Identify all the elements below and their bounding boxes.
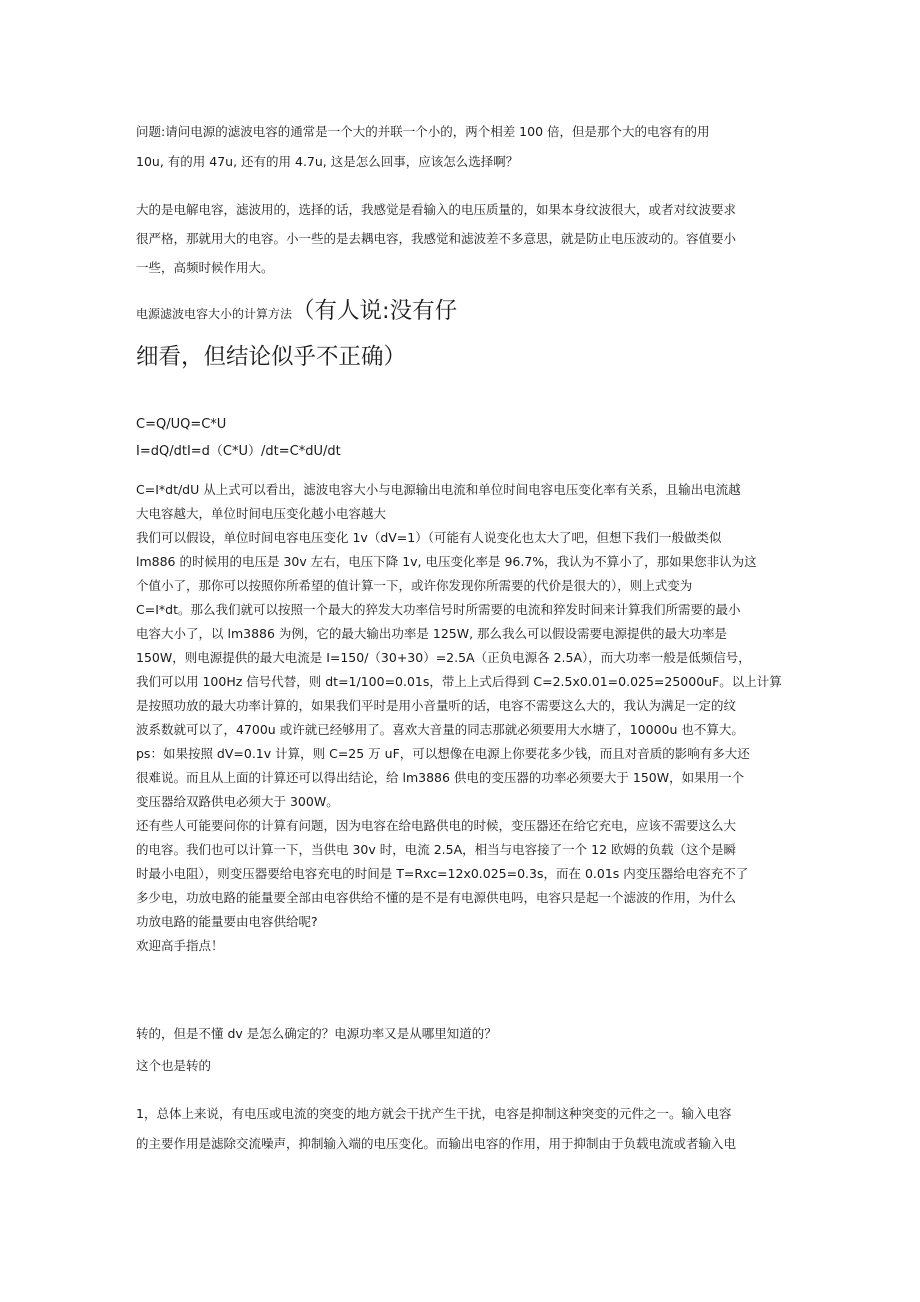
body-line-19: 功放电路的能量要由电容供给呢?	[136, 914, 318, 929]
body-line-18: 多少电，功放电路的能量要全部由电容供给不懂的是不是有电源供电吗，电容只是起一个滤波的作用，为什么	[136, 890, 737, 905]
question-line-2: 10u, 有的用 47u, 还有的用 4.7u, 这是怎么回事，应该怎么选择啊？	[136, 154, 519, 169]
body-line-3: 我们可以假设，单位时间电容电压变化 1v（dV=1）（可能有人说变化也太大了吧，但想下我们一般做类似	[136, 530, 722, 545]
body-line-14: 变压器给双路供电必须大于 300W。	[136, 794, 339, 809]
answer2-line-1: 1，总体上来说，有电压或电流的突变的地方就会干扰产生干扰，电容是抑制这种突变的元件之一。输入电容	[136, 1106, 732, 1121]
body-line-5: 个值小了，那你可以按照你所希望的值计算一下，或许你发现你所需要的代价是很大的），则上式变为	[136, 578, 693, 593]
body-line-7: 电容大小了，以 lm3886 为例，它的最大输出功率是 125W, 那么我么可以假设需要电源提供的最大功率是	[136, 626, 728, 641]
body-line-12: ps：如果按照 dV=0.1v 计算，则 C=25 万 uF，可以想像在电源上你要花多少钱，而且对音质的影响有多大还	[136, 746, 750, 761]
body-line-4: lm886 的时候用的电压是 30v 左右，电压下降 1v, 电压变化率是 96.7%，我认为不算小了，那如果您非认为这	[136, 554, 757, 569]
body-line-10: 是按照功放的最大功率计算的，如果我们平时是用小音量听的话，电容不需要这么大的，我认为满足一定的纹	[136, 698, 737, 713]
answer1-line-2: 很严格，那就用大的电容。小一些的是去耦电容，我感觉和滤波差不多意思，就是防止电压波动的。容值要小	[136, 231, 737, 246]
answer1-line-1: 大的是电解电容，滤波用的，选择的话，我感觉是看输入的电压质量的，如果本身纹波很大，或者对纹波要求	[136, 202, 737, 217]
formula-line-1: C=Q/UQ=C*U	[136, 417, 227, 432]
answer1-line-3: 一些，高频时候作用大。	[136, 260, 274, 275]
body-line-17: 时最小电阻），则变压器要给电容充电的时间是 T=Rxc=12x0.025=0.3s，而在 0.01s 内变压器给电容充不了	[136, 866, 749, 881]
heading-small-text: 电源滤波电容大小的计算方法	[136, 307, 293, 321]
question-line-1: 问题:请问电源的滤波电容的通常是一个大的并联一个小的，两个相差 100 倍，但是那个大的电容有的用	[136, 124, 710, 139]
body-line-6: C=I*dt。那么我们就可以按照一个最大的猝发大功率信号时所需要的电流和猝发时间来计算我们所需要的最小	[136, 602, 741, 617]
body-line-16: 的电容。我们也可以计算一下，当供电 30v 时，电流 2.5A，相当与电容接了一个 12 欧姆的负载（这个是瞬	[136, 842, 737, 857]
body-line-2: 大电容越大，单位时间电压变化越小电容越大	[136, 506, 387, 521]
answer2-line-2: 的主要作用是滤除交流噪声，抑制输入端的电压变化。而输出电容的作用，用于抑制由于负载电流或者输入电	[136, 1136, 737, 1151]
body-line-13: 很难说。而且从上面的计算还可以得出结论，给 lm3886 供电的变压器的功率必须要大于 150W，如果用一个	[136, 770, 745, 785]
section-heading-line-1	[136, 296, 457, 329]
body-line-1: C=I*dt/dU 从上式可以看出，滤波电容大小与电源输出电流和单位时间电容电压变化率有关系，且输出电流越	[136, 482, 741, 497]
heading-big-text: （有人说:没有仔	[292, 298, 458, 324]
body-line-8: 150W，则电源提供的最大电流是 I=150/（30+30）=2.5A（正负电源各 2.5A），而大功率一般是低频信号，	[136, 650, 751, 665]
reply-line-2: 这个也是转的	[136, 1058, 212, 1073]
reply-line-1: 转的，但是不懂 dv 是怎么确定的？电源功率又是从哪里知道的？	[136, 1026, 497, 1041]
section-heading-line-2: 细看，但结论似乎不正确）	[136, 344, 407, 370]
body-line-15: 还有些人可能要问你的计算有问题，因为电容在给电路供电的时候，变压器还在给它充电，应该不需要这么大	[136, 818, 737, 833]
body-line-11: 波系数就可以了，4700u 或许就已经够用了。喜欢大音量的同志那就必须要用大水塘了，10000u 也不算大。	[136, 722, 744, 737]
body-line-9: 我们可以用 100Hz 信号代替，则 dt=1/100=0.01s，带上上式后得到 C=2.5x0.01=0.025=25000uF。以上计算	[136, 674, 782, 689]
body-line-20: 欢迎高手指点！	[136, 938, 224, 953]
formula-line-2: I=dQ/dtI=d（C*U）/dt=C*dU/dt	[136, 444, 341, 459]
